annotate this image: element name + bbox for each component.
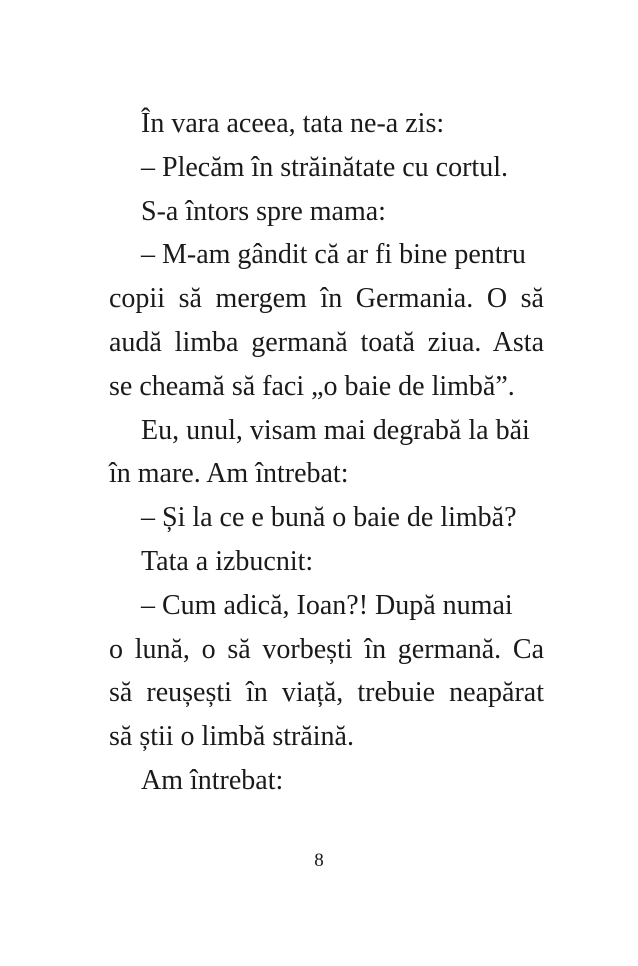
text-line: S-a întors spre mama:: [141, 195, 386, 227]
text-line: se cheamă să faci „o baie de limbă”.: [109, 370, 515, 402]
dialogue-line: – M-am gândit că ar fi bine pentru: [141, 239, 526, 271]
body-text: [109, 102, 544, 803]
page-number: 8: [314, 850, 324, 871]
text-line: să reușești în viață, trebuie neapărat: [109, 677, 544, 709]
text-line: audă limba germană toată ziua. Asta: [109, 326, 544, 358]
dialogue-line: – Cum adică, Ioan?! După numai: [141, 589, 513, 621]
text-line: Eu, unul, visam mai degrabă la băi: [141, 414, 530, 446]
text-line: o lună, o să vorbești în germană. Ca: [109, 633, 544, 665]
text-line: în mare. Am întrebat:: [109, 458, 349, 490]
text-line: să știi o limbă străină.: [109, 721, 354, 753]
text-line: copii să mergem în Germania. O să: [109, 283, 544, 315]
dialogue-line: – Și la ce e bună o baie de limbă?: [141, 502, 517, 534]
text-line: În vara aceea, tata ne-a zis:: [141, 108, 445, 139]
text-line: Tata a izbucnit:: [141, 545, 314, 577]
text-line: Am întrebat:: [141, 764, 284, 796]
dialogue-line: – Plecăm în străinătate cu cortul.: [141, 151, 508, 183]
